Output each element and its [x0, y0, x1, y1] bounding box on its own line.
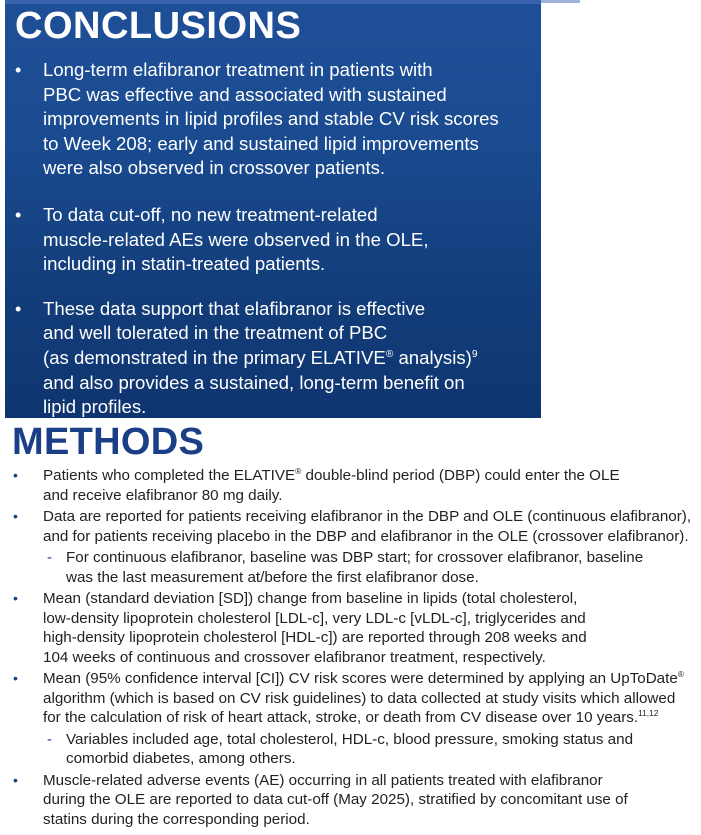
methods-line: was the last measurement at/before the first elafibranor dose.	[66, 568, 479, 586]
methods-line	[43, 466, 701, 486]
methods-subitem	[0, 730, 701, 769]
top-accent-strip	[540, 0, 580, 3]
conclusion-line: lipid profiles.	[43, 396, 147, 418]
methods-item	[0, 507, 701, 546]
methods-line: comorbid diabetes, among others.	[66, 750, 296, 767]
methods-line: For continuous elafibranor, baseline was DBP start; for crossover elafibranor, baseline	[66, 549, 644, 566]
bullet-icon: •	[15, 204, 22, 225]
methods-item	[0, 771, 701, 830]
methods-text: double-blind period (DBP) could enter the OLE	[301, 467, 620, 484]
conclusion-line-text: (as demonstrated in the primary ELATIVE	[43, 346, 386, 368]
bullet-icon: •	[15, 298, 22, 319]
methods-line: Mean (standard deviation [SD]) change from baseline in lipids (total cholesterol,	[43, 590, 578, 607]
conclusion-line: muscle-related AEs were observed in the OLE,	[43, 228, 429, 250]
bullet-icon: •	[13, 590, 18, 606]
conclusion-line: To data cut-off, no new treatment-related	[43, 203, 378, 225]
conclusion-line-tail: analysis)	[393, 346, 472, 368]
methods-line	[43, 669, 701, 689]
methods-subitem	[0, 548, 701, 587]
methods-line: during the OLE are reported to data cut-off (May 2025), stratified by concomitant use of	[43, 791, 628, 808]
bullet-icon: •	[15, 60, 22, 80]
methods-item	[0, 589, 701, 667]
dash-icon: -	[47, 549, 53, 566]
conclusion-item	[5, 297, 541, 418]
methods-line	[43, 708, 701, 728]
bullet-icon: •	[13, 670, 18, 686]
methods-list	[0, 466, 701, 831]
methods-text: Patients who completed the ELATIVE	[43, 467, 296, 484]
methods-item	[0, 669, 701, 728]
methods-line: low-density lipoprotein cholesterol [LDL-c], very LDL-c [vLDL-c], triglycerides and	[43, 609, 586, 627]
methods-text: for the calculation of risk of heart attack, stroke, or death from CV disease over 10 years.	[43, 709, 639, 726]
methods-item	[0, 466, 701, 505]
methods-line: statins during the corresponding period.	[43, 810, 310, 828]
conclusions-heading: CONCLUSIONS	[15, 5, 302, 47]
conclusion-line: improvements in lipid profiles and stable CV risk scores	[43, 108, 499, 130]
methods-line: Variables included age, total cholesterol, HDL-c, blood pressure, smoking status and	[66, 730, 634, 748]
methods-heading: METHODS	[12, 421, 205, 463]
conclusion-line: These data support that elafibranor is effective	[43, 297, 426, 319]
methods-line: Muscle-related adverse events (AE) occurring in all patients treated with elafibranor	[43, 771, 603, 789]
methods-line: 104 weeks of continuous and crossover elafibranor treatment, respectively.	[43, 648, 546, 666]
conclusion-line	[43, 346, 537, 371]
bullet-icon: •	[13, 467, 18, 483]
dash-icon: -	[47, 730, 53, 748]
conclusion-line: PBC was effective and associated with sustained	[43, 83, 447, 105]
methods-line: and receive elafibranor 80 mg daily.	[43, 486, 283, 504]
methods-line: Data are reported for patients receiving elafibranor in the DBP and OLE (continuous elafibranor),	[43, 508, 692, 525]
conclusion-line: including in statin-treated patients.	[43, 253, 326, 275]
reference-superscript: 11,12	[638, 707, 659, 718]
conclusion-line: to Week 208; early and sustained lipid improvements	[43, 132, 479, 154]
conclusions-list	[5, 58, 541, 418]
bullet-icon: •	[13, 508, 18, 524]
methods-line: algorithm (which is based on CV risk guidelines) to data collected at study visits which allowed	[43, 689, 676, 707]
conclusion-line: and well tolerated in the treatment of PBC	[43, 322, 388, 344]
registered-mark: ®	[295, 465, 302, 476]
registered-mark: ®	[385, 348, 394, 360]
conclusion-item	[5, 203, 541, 277]
bullet-icon: •	[13, 771, 18, 788]
conclusions-panel	[5, 0, 541, 418]
registered-mark: ®	[677, 668, 684, 679]
conclusion-item	[5, 58, 541, 181]
conclusion-line: Long-term elafibranor treatment in patients with	[43, 59, 433, 80]
methods-text: Mean (95% confidence interval [CI]) CV risk scores were determined by applying an UpToDate	[43, 670, 678, 687]
conclusion-line: and also provides a sustained, long-term benefit on	[43, 371, 465, 393]
conclusion-line: were also observed in crossover patients.	[43, 157, 386, 179]
methods-line: and for patients receiving placebo in the DBP and elafibranor in the OLE (crossover elafibranor).	[43, 527, 689, 545]
reference-superscript: 9	[471, 348, 478, 360]
methods-line: high-density lipoprotein cholesterol [HDL-c]) are reported through 208 weeks and	[43, 629, 587, 646]
